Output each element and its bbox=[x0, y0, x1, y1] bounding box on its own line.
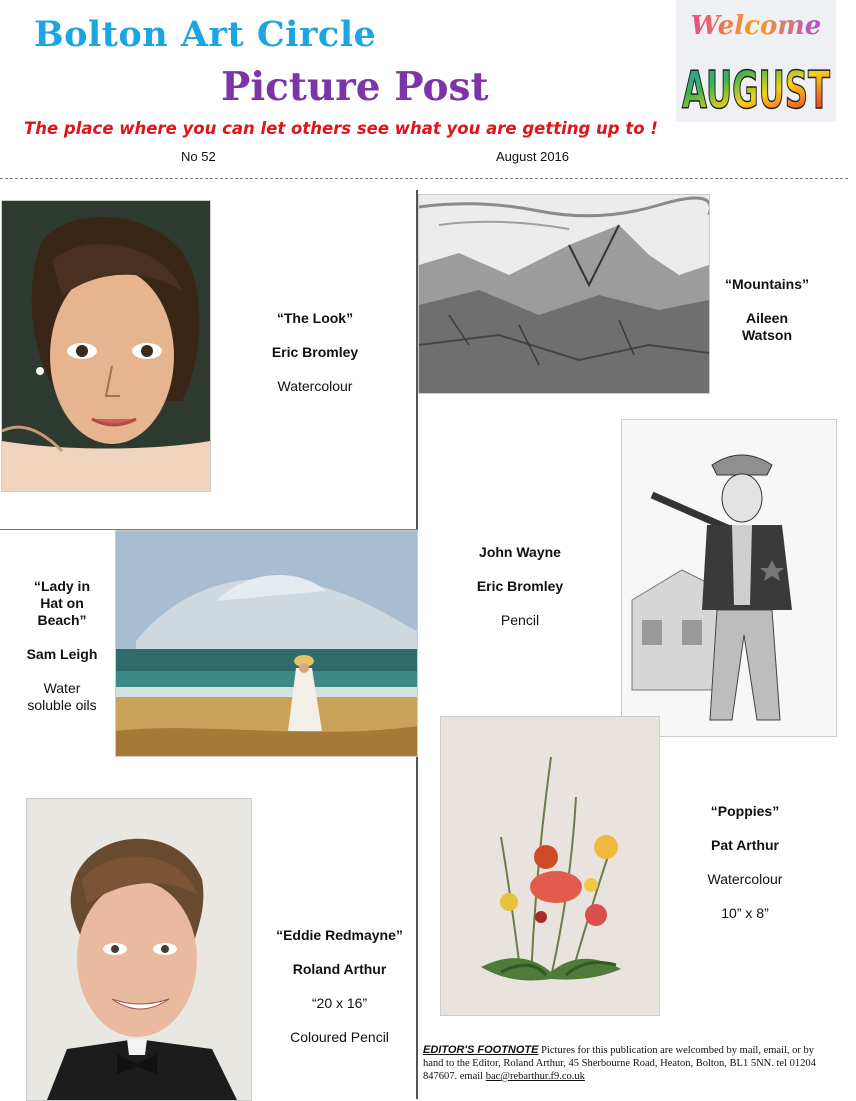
issue-number: No 52 bbox=[181, 149, 216, 164]
artwork-artist: Sam Leigh bbox=[26, 646, 98, 662]
artwork-medium-2: soluble oils bbox=[27, 697, 97, 713]
artwork-artist: Eric Bromley bbox=[271, 344, 359, 360]
artwork-artist-first: Aileen bbox=[745, 310, 788, 326]
footnote-text: Pictures for this publication are welcombed by mail, email, or by hand to the Editor, Roland Arthur, 45 Sherbourne Road, Heaton, Bolton, BL1 5NN. tel 01204 847607. email bbox=[423, 1045, 816, 1082]
issue-date: August 2016 bbox=[496, 149, 570, 164]
welcome-august-logo bbox=[676, 0, 836, 122]
artwork-medium: Watercolour bbox=[277, 378, 353, 394]
artwork-size: 10” x 8” bbox=[721, 905, 769, 921]
artwork-title: “Poppies” bbox=[710, 803, 780, 819]
lady-beach-caption bbox=[16, 578, 108, 714]
mountains-caption bbox=[712, 276, 822, 344]
mountains-drawing bbox=[418, 194, 710, 394]
publication-title: Picture Post bbox=[221, 64, 489, 110]
the-look-caption bbox=[245, 310, 385, 395]
lady-beach-painting bbox=[115, 530, 418, 757]
artwork-artist: Eric Bromley bbox=[476, 578, 564, 594]
badge-top-text: Welcome bbox=[690, 11, 822, 41]
badge-main-text: AUGUST bbox=[682, 61, 831, 121]
artwork-title: John Wayne bbox=[479, 544, 561, 560]
org-title: Bolton Art Circle bbox=[34, 14, 377, 55]
artwork-title-3: Beach” bbox=[37, 612, 87, 628]
artwork-size: “20 x 16” bbox=[311, 995, 368, 1011]
tagline: The place where you can let others see what you are getting up to ! bbox=[24, 119, 658, 138]
footnote-heading: EDITOR'S FOOTNOTE bbox=[423, 1044, 539, 1056]
artwork-medium: Watercolour bbox=[707, 871, 783, 887]
artwork-title: “Eddie Redmayne” bbox=[276, 927, 403, 943]
poppies-caption bbox=[690, 803, 800, 922]
artwork-title: “The Look” bbox=[276, 310, 354, 326]
artwork-title: “Mountains” bbox=[725, 276, 809, 292]
john-wayne-drawing bbox=[621, 419, 837, 737]
header-divider bbox=[0, 178, 848, 179]
the-look-painting bbox=[1, 200, 211, 492]
eddie-redmayne-caption bbox=[262, 927, 417, 1046]
artwork-title-1: “Lady in bbox=[33, 578, 90, 594]
editors-footnote bbox=[423, 1044, 823, 1083]
artwork-medium: Coloured Pencil bbox=[290, 1029, 389, 1045]
john-wayne-caption bbox=[450, 544, 590, 629]
artwork-artist: Pat Arthur bbox=[711, 837, 779, 853]
poppies-painting bbox=[440, 716, 660, 1016]
artwork-title-2: Hat on bbox=[40, 595, 84, 611]
artwork-medium: Pencil bbox=[500, 612, 540, 628]
footnote-email-link[interactable]: bac@rebarthur.f9.co.uk bbox=[485, 1071, 585, 1082]
artwork-artist-last: Watson bbox=[741, 327, 793, 343]
artwork-artist: Roland Arthur bbox=[292, 961, 387, 977]
artwork-medium-1: Water bbox=[43, 680, 81, 696]
eddie-redmayne-drawing bbox=[26, 798, 252, 1101]
